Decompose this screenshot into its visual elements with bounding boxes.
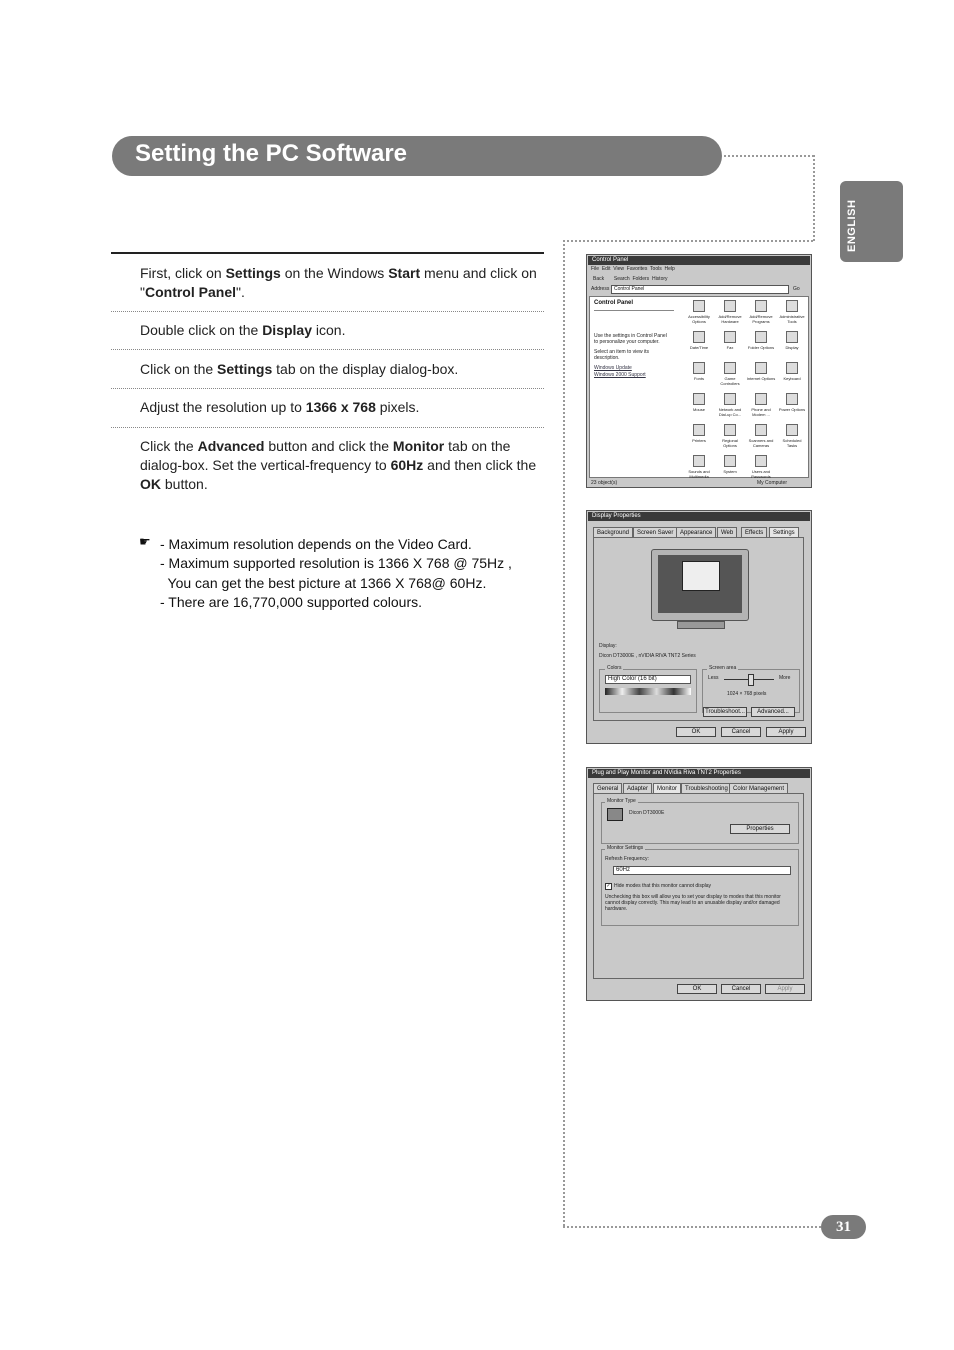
tab-monitor[interactable]: Monitor [653, 783, 681, 794]
control-panel-item-icon [755, 362, 767, 374]
control-panel-item-label: Fonts [693, 376, 704, 381]
step-emphasis: 1366 x 768 [305, 399, 376, 415]
control-panel-item-label: Fax [726, 345, 734, 350]
preview-window [682, 561, 720, 591]
hide-modes-checkbox[interactable]: ✓ [606, 883, 611, 889]
apply-button[interactable]: Apply [766, 727, 806, 737]
status-objects: 23 object(s) [591, 480, 618, 486]
refresh-frequency-select[interactable]: 60Hz [613, 866, 791, 875]
step-emphasis: Start [388, 265, 421, 281]
note-line: - There are 16,770,000 supported colours. [160, 594, 423, 611]
menu-item-tools[interactable]: Tools [650, 266, 662, 272]
step-text: Click the [140, 438, 198, 454]
step-emphasis: Settings [217, 361, 273, 377]
windows-support-link[interactable]: Windows 2000 Support [594, 372, 646, 378]
step-text: ". [236, 284, 245, 300]
page-number: 31 [821, 1215, 866, 1239]
window-title: Display Properties [592, 513, 641, 519]
back-button[interactable]: Back [593, 276, 605, 282]
window-title: Plug and Play Monitor and NVidia Riva TNT2 Properties [592, 770, 741, 776]
step-text: Click on the [140, 361, 218, 377]
search-button[interactable]: Search [613, 276, 630, 282]
step-2 [140, 321, 540, 340]
control-panel-item-label: Accessibility Options [688, 314, 710, 324]
control-panel-item-label: Users and Passwords [751, 469, 771, 479]
control-panel-item-icon [724, 393, 736, 405]
control-panel-item-icon [693, 393, 705, 405]
control-panel-item-icon [786, 393, 798, 405]
control-panel-item-icon [693, 455, 705, 467]
pointing-hand-icon: ☛ [139, 534, 151, 549]
content-area [589, 296, 809, 478]
step-4 [140, 398, 540, 417]
tab-appearance[interactable]: Appearance [676, 527, 716, 538]
control-panel-item-label: Folder Options [747, 345, 775, 350]
control-panel-screenshot [586, 254, 812, 488]
monitor-preview [651, 549, 749, 621]
cancel-button[interactable]: Cancel [721, 727, 761, 737]
control-panel-item-icon [693, 331, 705, 343]
folders-button[interactable]: Folders [632, 276, 650, 282]
control-panel-item-label: Add/Remove Hardware [718, 314, 742, 324]
tab-adapter[interactable]: Adapter [623, 783, 652, 794]
control-panel-item-icon [724, 424, 736, 436]
address-label: Address [591, 286, 610, 292]
control-panel-item-label: Network and Dial-up Co... [718, 407, 742, 417]
control-panel-item-label: Sounds and Multimedia [688, 469, 710, 479]
control-panel-item-label: Scheduled Tasks [782, 438, 802, 448]
tab-screen-saver[interactable]: Screen Saver [633, 527, 677, 538]
apply-button[interactable]: Apply [765, 984, 805, 994]
ok-button[interactable]: OK [676, 727, 716, 737]
monitor-properties-screenshot [586, 767, 812, 1001]
control-panel-item-label: System [723, 469, 737, 474]
ok-button[interactable]: OK [677, 984, 717, 994]
dotted-guide-top [724, 155, 814, 157]
step-emphasis: Advanced [197, 438, 265, 454]
windows-update-link[interactable]: Windows Update [594, 365, 632, 371]
step-text: First, click on [140, 265, 226, 281]
tab-strip [593, 527, 807, 537]
monitor-name: Dicon DT3000E [629, 810, 665, 816]
control-panel-item-label: Administrative Tools [779, 314, 805, 324]
control-panel-item-label: Printers [692, 438, 706, 443]
control-panel-item-label: Phone and Modem ... [751, 407, 771, 417]
step-text: on the Windows [280, 265, 389, 281]
step-1 [140, 264, 540, 302]
control-panel-item-label: Add/Remove Programs [749, 314, 773, 324]
menu-item-file[interactable]: File [591, 266, 600, 272]
dotted-guide-bottom [563, 1226, 821, 1228]
resolution-slider-thumb[interactable] [748, 674, 754, 686]
step-text: Double click on the [140, 322, 263, 338]
step-text: and then click the [423, 457, 537, 473]
section-rule [111, 252, 544, 254]
control-panel-item-icon [755, 331, 767, 343]
step-text: tab on the display dialog-box. [272, 361, 459, 377]
control-panel-item-icon [755, 300, 767, 312]
side-title: Control Panel [594, 300, 634, 306]
step-text: button. [161, 476, 208, 492]
warning-text: Unchecking this box will allow you to set your display to modes that this monitor cannot display correctly. This may lead to an unusable display and/or damaged hardware. [605, 894, 781, 912]
dotted-guide-mid [563, 240, 813, 242]
step-emphasis: 60Hz [390, 457, 424, 473]
step-emphasis: OK [140, 476, 161, 492]
window-title: Control Panel [592, 257, 629, 263]
colors-label: Colors [607, 665, 622, 671]
tab-general[interactable]: General [593, 783, 622, 794]
more-label: More [779, 675, 791, 681]
tab-settings[interactable]: Settings [769, 527, 799, 538]
hide-modes-label: Hide modes that this monitor cannot display [614, 883, 711, 889]
step-divider [111, 388, 544, 389]
step-emphasis: Control Panel [144, 284, 236, 300]
dotted-guide-right [813, 155, 815, 241]
color-spectrum [605, 688, 691, 695]
menu-item-favorites[interactable]: Favorites [626, 266, 648, 272]
step-divider [111, 427, 544, 428]
display-value: Dicon DT3000E , nVIDIA RIVA TNT2 Series [599, 653, 696, 659]
step-divider [111, 311, 544, 312]
control-panel-item-label: Display [785, 345, 799, 350]
control-panel-item-icon [693, 424, 705, 436]
control-panel-item-icon [693, 362, 705, 374]
control-panel-item-label: Mouse [692, 407, 705, 412]
less-label: Less [708, 675, 719, 681]
monitor-type-label: Monitor Type [607, 798, 636, 804]
control-panel-item-icon [786, 424, 798, 436]
window-titlebar [588, 769, 810, 778]
menu-item-edit[interactable]: Edit [601, 266, 611, 272]
step-text: button and click the [264, 438, 393, 454]
control-panel-item-label: Keyboard [783, 376, 801, 381]
monitor-icon [607, 808, 623, 821]
note-line: - Maximum resolution depends on the Video Card. [160, 536, 472, 552]
screen-area-label: Screen area [709, 665, 737, 671]
menu-item-help[interactable]: Help [664, 266, 675, 272]
advanced-button[interactable]: Advanced... [751, 707, 795, 717]
note-line: You can get the best picture at 1366 X 768@ 60Hz. [160, 574, 487, 591]
step-emphasis: Monitor [392, 438, 445, 454]
tab-effects[interactable]: Effects [741, 527, 767, 538]
troubleshoot-button[interactable]: Troubleshoot... [703, 707, 747, 717]
step-text: icon. [312, 322, 346, 338]
control-panel-item-icon [724, 300, 736, 312]
tab-troubleshooting[interactable]: Troubleshooting [681, 783, 732, 794]
step-emphasis: Settings [225, 265, 281, 281]
display-label: Display: [599, 643, 617, 649]
control-panel-item-label: Date/Time [689, 345, 709, 350]
control-panel-item-icon [724, 331, 736, 343]
language-tab-label: ENGLISH [846, 199, 858, 252]
address-field[interactable]: Control Panel [611, 285, 789, 294]
step-divider [111, 349, 544, 350]
control-panel-item-icon [786, 300, 798, 312]
control-panel-item-label: Power Options [778, 407, 806, 412]
window-titlebar [588, 256, 810, 265]
properties-button[interactable]: Properties [730, 824, 790, 834]
side-hint: Select an item to view its description. [594, 349, 650, 361]
notes-block [160, 535, 512, 613]
control-panel-item-icon [755, 455, 767, 467]
toolbar [593, 276, 668, 282]
cancel-button[interactable]: Cancel [721, 984, 761, 994]
note-line: - Maximum supported resolution is 1366 X 768 @ 75Hz , [160, 555, 512, 572]
step-emphasis: Display [262, 322, 312, 338]
control-panel-item-label: Regional Options [722, 438, 738, 448]
control-panel-item-icon [724, 362, 736, 374]
window-titlebar [588, 512, 810, 521]
tab-color-management[interactable]: Color Management [729, 783, 788, 794]
menu-item-view[interactable]: View [613, 266, 624, 272]
step-5 [140, 437, 540, 494]
control-panel-item-icon [724, 455, 736, 467]
step-3 [140, 360, 540, 379]
display-properties-screenshot [586, 510, 812, 744]
refresh-label: Refresh Frequency: [605, 856, 649, 862]
side-description: Use the settings in Control Panel to personalize your computer. [594, 333, 667, 345]
control-panel-item-label: Scanners and Cameras [748, 438, 774, 448]
tab-web[interactable]: Web [717, 527, 737, 538]
control-panel-item-icon [786, 362, 798, 374]
side-divider [594, 310, 674, 311]
step-text: pixels. [375, 399, 420, 415]
tab-background[interactable]: Background [593, 527, 633, 538]
history-button[interactable]: History [651, 276, 668, 282]
step-text: Adjust the resolution up to [140, 399, 306, 415]
monitor-stand [677, 621, 725, 629]
control-panel-item-icon [786, 331, 798, 343]
control-panel-item-icon [755, 424, 767, 436]
control-panel-item-icon [755, 393, 767, 405]
step-text: menu and click on " [140, 265, 537, 300]
go-button[interactable]: Go [793, 286, 800, 292]
menu-bar[interactable] [591, 266, 675, 272]
control-panel-item-label: Internet Options [746, 376, 776, 381]
monitor-settings-label: Monitor Settings [607, 845, 644, 851]
control-panel-item-icon [693, 300, 705, 312]
status-location: My Computer [757, 480, 788, 486]
resolution-value: 1024 × 768 pixels [727, 691, 767, 697]
tab-strip [593, 783, 807, 793]
colors-select[interactable]: High Color (16 bit) [605, 675, 691, 684]
dotted-guide-left [563, 240, 565, 1226]
preview-screen [658, 555, 742, 613]
page-title: Setting the PC Software [135, 140, 408, 167]
monitor-type-group [601, 802, 799, 844]
control-panel-item-label: Game Controllers [720, 376, 740, 386]
step-text: tab on the dialog-box. Set the vertical-frequency to [140, 438, 511, 473]
